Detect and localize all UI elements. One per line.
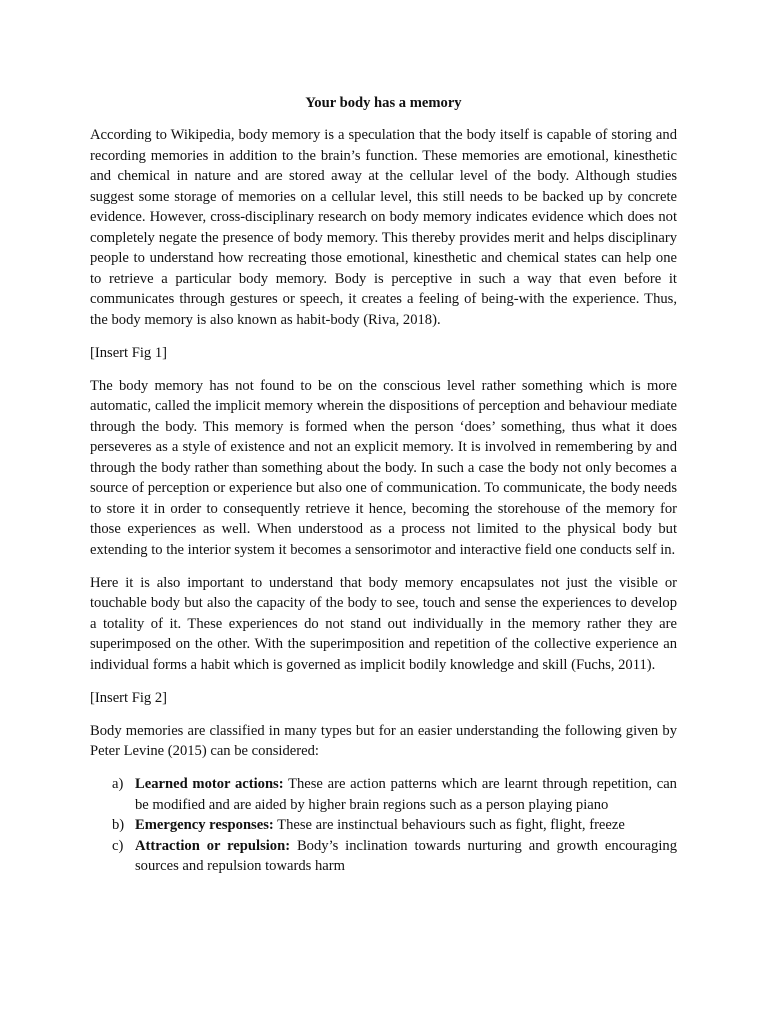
list-term: Learned motor actions:	[135, 776, 284, 792]
list-marker: b)	[112, 817, 125, 833]
list-text: These are action patterns which are learnt through repetition, can be modified and are aided by higher brain regions such as a person playing piano	[135, 776, 677, 813]
list-item	[90, 836, 677, 877]
list-term: Emergency responses:	[135, 817, 274, 833]
list-item	[90, 815, 677, 836]
paragraph-4: Body memories are classified in many types but for an easier understanding the following given by Peter Levine (2015) can be considered:	[90, 722, 677, 759]
list-text: These are instinctual behaviours such as fight, flight, freeze	[273, 817, 625, 833]
list-marker: c)	[112, 837, 124, 854]
list-text: Body’s inclination towards nurturing and growth encouraging sources and repulsion towards harm	[135, 837, 677, 874]
figure-placeholder-2: [Insert Fig 2]	[90, 689, 168, 706]
figure-placeholder-1: [Insert Fig 1]	[90, 344, 168, 361]
paragraph-1: According to Wikipedia, body memory is a speculation that the body itself is capable of storing and recording memories in addition to the brain’s function. These memories are emotional, kinesthetic and chemical in nature and are stored away at the cellular level of the body. Although studies suggest some storage of memories on a cellular level, this still needs to be backed up by concrete evidence. However, cross-disciplinary research on body memory indicates evidence which does not completely negate the presence of body memory. This thereby provides merit and helps disciplinary people to understand how recreating those emotional, kinesthetic and chemical states can help one to retrieve a particular body memory. Body is perceptive in such a way that even before it communicates through gestures or speech, it creates a feeling of being-with the experience. Thus, the body memory is also known as habit-body (Riva, 2018).	[90, 127, 677, 328]
list-item	[90, 774, 677, 815]
paragraph-2: The body memory has not found to be on the conscious level rather something which is more automatic, called the implicit memory wherein the dispositions of perception and behaviour mediate through the body. This memory is formed when the person ‘does’ something, thus what it does perseveres as a style of existence and not an explicit memory. It is involved in remembering by and through the body rather than something about the body. In such a case the body not only becomes a source of perception or experience but also one of communication. To communicate, the body needs to store it in order to consequently retrieve it hence, becoming the storehouse of the memory for those experiences as well. When understood as a process not limited to the physical body but extending to the interior system it becomes a sensorimotor and interactive field one conducts self in.	[90, 377, 677, 558]
document-page	[90, 93, 677, 877]
memory-types-list	[90, 774, 677, 877]
list-marker: a)	[112, 776, 124, 792]
paragraph-3: Here it is also important to understand that body memory encapsulates not just the visible or touchable body but also the capacity of the body to see, touch and sense the experiences to develop a totality of it. These experiences do not stand out individually in the memory rather they are superimposed on the other. With the superimposition and repetition of the collective experience an individual forms a habit which is governed as implicit bodily knowledge and skill (Fuchs, 2011).	[90, 574, 677, 673]
document-title: Your body has a memory	[305, 95, 462, 111]
list-term: Attraction or repulsion:	[135, 837, 291, 854]
